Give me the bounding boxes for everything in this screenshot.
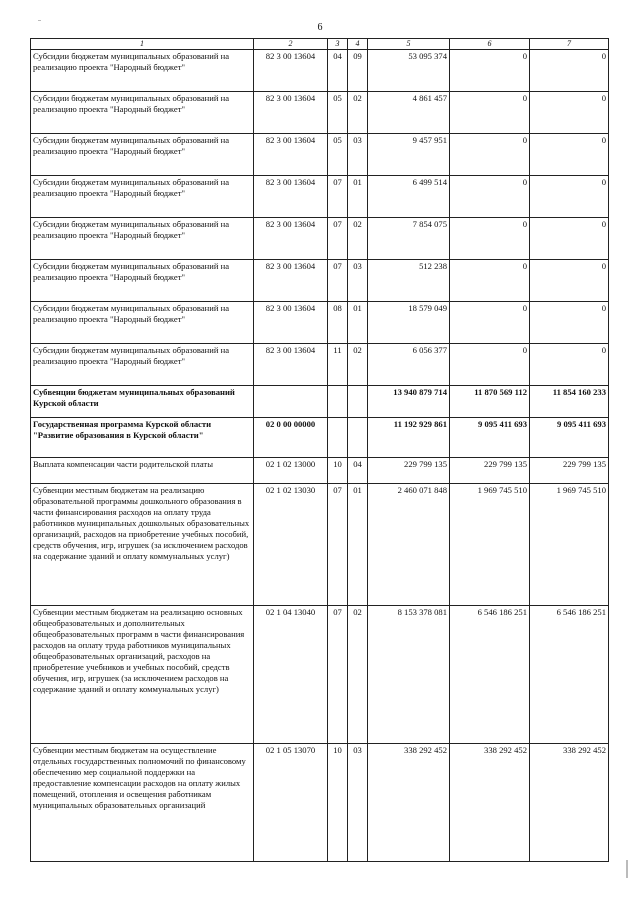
- table-row: [31, 302, 609, 344]
- row-amount-1-cell: 2 460 071 848: [368, 484, 450, 606]
- row-amount-1-cell: 18 579 049: [368, 302, 450, 344]
- row-amount-2-cell: 1 969 745 510: [450, 484, 530, 606]
- row-code-cell: 02 1 04 13040: [254, 606, 328, 744]
- row-name-cell: Субсидии бюджетам муниципальных образований на реализацию проекта "Народный бюджет": [31, 134, 254, 176]
- row-amount-2-cell: 0: [450, 260, 530, 302]
- row-name-cell: Субсидии бюджетам муниципальных образований на реализацию проекта "Народный бюджет": [31, 176, 254, 218]
- row-section-cell: 07: [328, 484, 348, 606]
- scan-artifact: [38, 20, 41, 21]
- row-subsection-cell: 02: [348, 92, 368, 134]
- row-amount-3-cell: 338 292 452: [530, 744, 609, 862]
- row-name-cell: Государственная программа Курской области "Развитие образования в Курской области": [31, 418, 254, 458]
- row-amount-1-cell: 338 292 452: [368, 744, 450, 862]
- row-subsection-cell: 01: [348, 484, 368, 606]
- header-cell: 7: [530, 39, 609, 50]
- row-amount-3-cell: 0: [530, 218, 609, 260]
- row-section-cell: 05: [328, 92, 348, 134]
- table-row: [31, 176, 609, 218]
- row-subsection-cell: 04: [348, 458, 368, 484]
- row-amount-3-cell: 11 854 160 233: [530, 386, 609, 418]
- row-amount-1-cell: 7 854 075: [368, 218, 450, 260]
- row-name-cell: Субсидии бюджетам муниципальных образований на реализацию проекта "Народный бюджет": [31, 344, 254, 386]
- table-row: [31, 418, 609, 458]
- table-row: [31, 606, 609, 744]
- row-amount-2-cell: 0: [450, 218, 530, 260]
- row-subsection-cell: 02: [348, 606, 368, 744]
- row-code-cell: 82 3 00 13604: [254, 302, 328, 344]
- row-amount-2-cell: 229 799 135: [450, 458, 530, 484]
- table-row: [31, 218, 609, 260]
- header-cell: 1: [31, 39, 254, 50]
- row-amount-2-cell: 6 546 186 251: [450, 606, 530, 744]
- row-amount-2-cell: 338 292 452: [450, 744, 530, 862]
- row-amount-3-cell: 0: [530, 302, 609, 344]
- row-subsection-cell: 03: [348, 260, 368, 302]
- header-cell: 2: [254, 39, 328, 50]
- row-section-cell: 10: [328, 744, 348, 862]
- row-code-cell: 82 3 00 13604: [254, 218, 328, 260]
- row-section-cell: 11: [328, 344, 348, 386]
- row-code-cell: 82 3 00 13604: [254, 176, 328, 218]
- budget-table: [30, 38, 609, 862]
- row-amount-3-cell: 0: [530, 176, 609, 218]
- row-amount-3-cell: 0: [530, 134, 609, 176]
- row-amount-2-cell: 0: [450, 302, 530, 344]
- row-amount-2-cell: 0: [450, 92, 530, 134]
- row-amount-3-cell: 9 095 411 693: [530, 418, 609, 458]
- row-name-cell: Субсидии бюджетам муниципальных образований на реализацию проекта "Народный бюджет": [31, 92, 254, 134]
- row-subsection-cell: 02: [348, 344, 368, 386]
- table-row: [31, 458, 609, 484]
- table-row: [31, 386, 609, 418]
- row-amount-2-cell: 11 870 569 112: [450, 386, 530, 418]
- row-amount-2-cell: 0: [450, 176, 530, 218]
- row-section-cell: 07: [328, 260, 348, 302]
- row-code-cell: 02 0 00 00000: [254, 418, 328, 458]
- row-name-cell: Субвенции местным бюджетам на осуществление отдельных государственных полномочий по финансовому обеспечению мер социальной поддержки на предоставление компенсации расходов на оплату жилых помещений, отопления и освещения работникам муниципальных образовательных организаций: [31, 744, 254, 862]
- row-section-cell: 04: [328, 50, 348, 92]
- row-name-cell: Субсидии бюджетам муниципальных образований на реализацию проекта "Народный бюджет": [31, 50, 254, 92]
- row-amount-2-cell: 0: [450, 50, 530, 92]
- table-row: [31, 344, 609, 386]
- row-subsection-cell: 02: [348, 218, 368, 260]
- row-amount-1-cell: 229 799 135: [368, 458, 450, 484]
- scan-artifact: [626, 860, 628, 878]
- row-subsection-cell: 09: [348, 50, 368, 92]
- row-name-cell: Субвенции местным бюджетам на реализацию основных общеобразовательных и дополнительных общеобразовательных программ в части финансирования расходов на оплату труда работников муниципальных общеобразовательных организаций, расходов на приобретение учебников и учебных пособий, средств обучения, игр, игрушек (за исключением расходов на содержание зданий и оплату коммунальных услуг): [31, 606, 254, 744]
- row-section-cell: [328, 386, 348, 418]
- row-amount-3-cell: 1 969 745 510: [530, 484, 609, 606]
- row-name-cell: Выплата компенсации части родительской платы: [31, 458, 254, 484]
- row-code-cell: 02 1 02 13030: [254, 484, 328, 606]
- row-amount-3-cell: 0: [530, 260, 609, 302]
- row-section-cell: 07: [328, 606, 348, 744]
- row-subsection-cell: 03: [348, 744, 368, 862]
- row-section-cell: 07: [328, 218, 348, 260]
- row-subsection-cell: [348, 386, 368, 418]
- table-row: [31, 484, 609, 606]
- row-code-cell: 82 3 00 13604: [254, 92, 328, 134]
- row-code-cell: 82 3 00 13604: [254, 344, 328, 386]
- row-amount-1-cell: 6 056 377: [368, 344, 450, 386]
- row-amount-1-cell: 11 192 929 861: [368, 418, 450, 458]
- row-subsection-cell: [348, 418, 368, 458]
- table-row: [31, 134, 609, 176]
- row-name-cell: Субвенции бюджетам муниципальных образований Курской области: [31, 386, 254, 418]
- row-subsection-cell: 03: [348, 134, 368, 176]
- row-amount-1-cell: 13 940 879 714: [368, 386, 450, 418]
- row-section-cell: 07: [328, 176, 348, 218]
- header-cell: 6: [450, 39, 530, 50]
- table-row: [31, 260, 609, 302]
- row-amount-2-cell: 9 095 411 693: [450, 418, 530, 458]
- row-code-cell: 82 3 00 13604: [254, 134, 328, 176]
- row-name-cell: Субвенции местным бюджетам на реализацию образовательной программы дошкольного образования в части финансирования расходов на оплату труда работников муниципальных дошкольных образовательных организаций, расходов на приобретение учебных пособий, средств обучения, игр, игрушек (за исключением расходов на содержание зданий и оплату коммунальных услуг): [31, 484, 254, 606]
- row-amount-1-cell: 512 238: [368, 260, 450, 302]
- row-amount-3-cell: 6 546 186 251: [530, 606, 609, 744]
- header-cell: 3: [328, 39, 348, 50]
- row-amount-3-cell: 0: [530, 92, 609, 134]
- row-code-cell: 82 3 00 13604: [254, 260, 328, 302]
- row-amount-1-cell: 8 153 378 081: [368, 606, 450, 744]
- row-name-cell: Субсидии бюджетам муниципальных образований на реализацию проекта "Народный бюджет": [31, 302, 254, 344]
- row-name-cell: Субсидии бюджетам муниципальных образований на реализацию проекта "Народный бюджет": [31, 260, 254, 302]
- row-code-cell: 02 1 02 13000: [254, 458, 328, 484]
- row-section-cell: 10: [328, 458, 348, 484]
- row-section-cell: 08: [328, 302, 348, 344]
- row-amount-1-cell: 53 095 374: [368, 50, 450, 92]
- row-section-cell: [328, 418, 348, 458]
- header-cell: 4: [348, 39, 368, 50]
- table-header-row: [31, 39, 609, 50]
- table-row: [31, 92, 609, 134]
- row-code-cell: [254, 386, 328, 418]
- row-subsection-cell: 01: [348, 176, 368, 218]
- table-row: [31, 50, 609, 92]
- table-row: [31, 744, 609, 862]
- page-number: 6: [317, 22, 323, 33]
- row-amount-1-cell: 6 499 514: [368, 176, 450, 218]
- row-name-cell: Субсидии бюджетам муниципальных образований на реализацию проекта "Народный бюджет": [31, 218, 254, 260]
- row-amount-3-cell: 229 799 135: [530, 458, 609, 484]
- header-cell: 5: [368, 39, 450, 50]
- row-amount-1-cell: 4 861 457: [368, 92, 450, 134]
- row-amount-2-cell: 0: [450, 344, 530, 386]
- row-section-cell: 05: [328, 134, 348, 176]
- row-amount-1-cell: 9 457 951: [368, 134, 450, 176]
- row-code-cell: 02 1 05 13070: [254, 744, 328, 862]
- row-amount-3-cell: 0: [530, 50, 609, 92]
- row-amount-3-cell: 0: [530, 344, 609, 386]
- row-code-cell: 82 3 00 13604: [254, 50, 328, 92]
- row-subsection-cell: 01: [348, 302, 368, 344]
- row-amount-2-cell: 0: [450, 134, 530, 176]
